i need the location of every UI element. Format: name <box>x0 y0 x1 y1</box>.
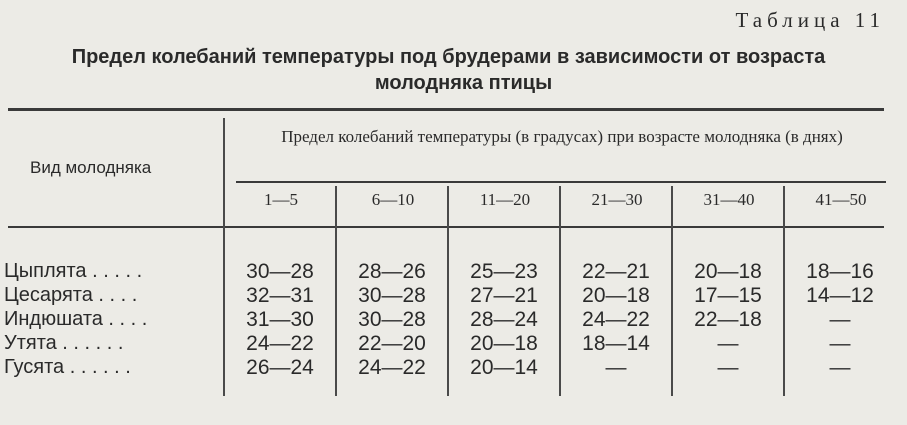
table-cell: 32—31 <box>246 284 314 307</box>
table-cell: — <box>829 308 851 331</box>
table-cell: 30—28 <box>358 284 426 307</box>
age-header: 11—20 <box>479 190 531 209</box>
table-cell: 20—14 <box>470 356 538 379</box>
title-line-2: молодняка птицы <box>374 72 553 94</box>
table-cell: 24—22 <box>358 356 426 379</box>
age-header: 21—30 <box>591 190 643 209</box>
table-cell: 22—20 <box>358 332 426 355</box>
table-cell: 27—21 <box>470 284 538 307</box>
table-cell: — <box>829 356 851 379</box>
row-label: Индюшата . . . . <box>4 308 148 330</box>
title-line-1: Предел колебаний температуры под брудерами в зависимости от возраста <box>71 46 826 68</box>
table-cell: 14—12 <box>806 284 874 307</box>
row-label: Цыплята . . . . . <box>4 260 143 282</box>
table-cell: — <box>717 356 739 379</box>
table-cell: — <box>717 332 739 355</box>
age-header: 31—40 <box>703 190 755 209</box>
table-cell: — <box>605 356 627 379</box>
table-cell: 17—15 <box>694 284 762 307</box>
header-bottom-rule <box>8 226 884 228</box>
header-age-group: Предел колебаний температуры (в градусах) при возрасте молодняка (в днях) <box>281 127 843 146</box>
table-cell: 20—18 <box>694 260 762 283</box>
table-title <box>0 44 907 96</box>
row-label: Цесарята . . . . <box>4 284 138 306</box>
table-cell: 18—16 <box>806 260 874 283</box>
table-cell: 31—30 <box>246 308 314 331</box>
table-cell: 18—14 <box>582 332 650 355</box>
table-cell: 22—18 <box>694 308 762 331</box>
table-cell: 30—28 <box>358 308 426 331</box>
table-cell: 24—22 <box>582 308 650 331</box>
table-cell: 28—24 <box>470 308 538 331</box>
table-cell: 20—18 <box>470 332 538 355</box>
table-cell: — <box>829 332 851 355</box>
table-cell: 26—24 <box>246 356 314 379</box>
table-cell: 30—28 <box>246 260 314 283</box>
top-rule <box>8 108 884 111</box>
row-label: Гусята . . . . . . <box>4 356 131 378</box>
table-cell: 22—21 <box>582 260 650 283</box>
age-group-rule <box>236 181 886 183</box>
row-label: Утята . . . . . . <box>4 332 124 354</box>
header-species: Вид молодняка <box>30 158 152 177</box>
age-header: 1—5 <box>264 190 298 209</box>
table-cell: 25—23 <box>470 260 538 283</box>
age-header: 6—10 <box>371 190 415 209</box>
table-caption: Таблица 11 <box>735 8 885 32</box>
table-cell: 28—26 <box>358 260 426 283</box>
table-cell: 20—18 <box>582 284 650 307</box>
table-cell: 24—22 <box>246 332 314 355</box>
age-header: 41—50 <box>815 190 867 209</box>
